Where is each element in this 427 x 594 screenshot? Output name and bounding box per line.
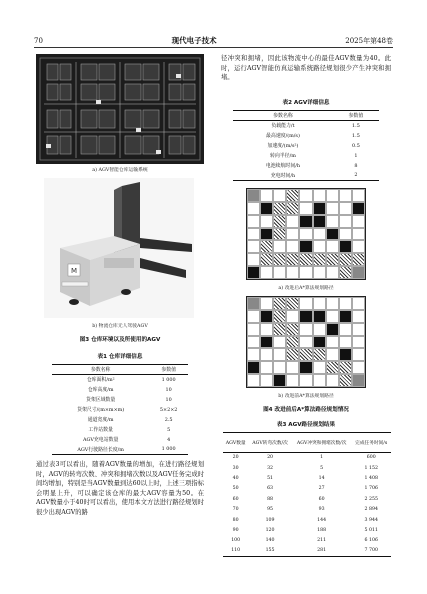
table1-cell: 4 (167, 436, 171, 443)
table3-cell: 88 (267, 496, 274, 502)
obstacle-cell (299, 240, 312, 253)
path-cell (273, 323, 286, 336)
path-cell (286, 348, 299, 361)
table1-cell: 通道宽度/m (87, 417, 114, 423)
table1-cell: 2.5 (164, 416, 173, 423)
grid-cell (326, 189, 339, 202)
table3-cell: 51 (267, 475, 274, 481)
table2-header: 参数名称 (273, 113, 293, 119)
table-row (52, 375, 188, 385)
grid-cell (247, 253, 260, 266)
table2-cell: 电池续航时间/h (265, 163, 301, 169)
improved-astar-path-grid (246, 188, 366, 280)
obstacle-cell (260, 310, 273, 323)
table3-cell: 40 (232, 475, 239, 481)
path-cell (260, 240, 273, 253)
table1-cell: AGV行驶路径长度/m (77, 446, 124, 453)
table2-header: 参数值 (348, 113, 364, 119)
path-cell (286, 336, 299, 349)
grid-cell (299, 189, 312, 202)
grid-cell (286, 310, 299, 323)
path-cell (339, 361, 352, 374)
grid-cell (326, 202, 339, 215)
grid-cell (326, 348, 339, 361)
table3-cell: 188 (317, 527, 327, 533)
obstacle-cell (247, 361, 260, 374)
grid-cell (260, 361, 273, 374)
obstacle-cell (313, 215, 326, 228)
grid-cell (273, 266, 286, 279)
path-cell (286, 253, 299, 266)
shelf-block (183, 64, 195, 80)
shelf-block (169, 136, 181, 154)
grid-cell (339, 202, 352, 215)
table1-cell: 工作站数量 (88, 427, 113, 433)
grid-cell (352, 348, 365, 361)
shelf-block (47, 64, 58, 80)
grid-cell (326, 336, 339, 349)
endpoint-cell (352, 266, 365, 279)
endpoint-cell (247, 297, 260, 310)
table3-cell: 14 (318, 475, 325, 481)
table3-cell: 20 (267, 455, 274, 461)
obstacle-cell (339, 348, 352, 361)
shelf-block (81, 84, 97, 100)
table3-cell: 60 (232, 496, 239, 502)
obstacle-cell (299, 361, 312, 374)
table3-cell: 144 (317, 517, 327, 523)
obstacle-cell (313, 336, 326, 349)
grid-cell (286, 361, 299, 374)
table2-cell: 1.5 (352, 132, 360, 139)
obstacle-cell (326, 323, 339, 336)
table3-cell: 100 (231, 538, 241, 544)
grid-cell (339, 189, 352, 202)
agv-photo-figure (44, 178, 194, 318)
grid-cell (260, 374, 273, 387)
grid-cell (352, 336, 365, 349)
table2-cell: 8 (354, 162, 358, 169)
grid-cell (313, 240, 326, 253)
table3-cell: 1 152 (364, 465, 378, 471)
shelf-block (60, 64, 71, 80)
table-row (233, 131, 379, 141)
path-cell (260, 253, 273, 266)
path-cell (299, 253, 312, 266)
shelf-block (99, 84, 115, 100)
obstacle-cell (352, 202, 365, 215)
table-row (52, 385, 188, 395)
shelf-block (60, 110, 71, 128)
grid-cell (286, 215, 299, 228)
table3-cell: 109 (265, 517, 275, 523)
table-row (52, 415, 188, 425)
table3-header: 完成任务时间/s (355, 440, 388, 446)
original-astar-path-grid (246, 296, 366, 388)
obstacle-cell (260, 336, 273, 349)
fig3-caption: 图3 仓库环境以及所使用的AGV (79, 337, 161, 343)
grid-cell (247, 202, 260, 215)
table-row (223, 484, 391, 494)
table2-title: 表2 AGV详细信息 (282, 100, 330, 106)
grid-cell (247, 348, 260, 361)
obstacle-cell (313, 202, 326, 215)
grid-cell (273, 348, 286, 361)
table1-cell: 10 (165, 396, 172, 403)
grid-cell (326, 240, 339, 253)
obstacle-cell (273, 374, 286, 387)
table3-cell: 5 (320, 465, 324, 471)
path-cell (273, 228, 286, 241)
grid-cell (299, 323, 312, 336)
table3-cell: 211 (317, 538, 327, 544)
shelf-block (81, 136, 97, 154)
grid-cell (313, 189, 326, 202)
page-number: 70 (34, 36, 43, 45)
shelf-block (60, 84, 71, 100)
table1-cell: 仓库高度/m (87, 387, 114, 393)
table-row (52, 425, 188, 435)
grid-cell (260, 189, 273, 202)
grid-cell (339, 336, 352, 349)
grid-cell (286, 228, 299, 241)
table3-cell: 2 894 (364, 507, 378, 513)
grid-cell (352, 189, 365, 202)
fig4b-caption: b) 改进前A*算法规划路径 (278, 394, 334, 399)
table3-cell: 110 (231, 548, 241, 554)
table3-cell: 2 255 (364, 496, 378, 502)
table2-cell: 负载能力/t (271, 123, 295, 130)
shelf-block (125, 136, 141, 154)
grid-cell (260, 323, 273, 336)
table1-title: 表1 仓库详细信息 (97, 354, 143, 360)
table3-header: AGV转弯次数/次 (252, 440, 288, 446)
table3-cell: 1 (320, 455, 324, 461)
obstacle-cell (247, 266, 260, 279)
fig3b-caption: b) 物流仓库无人驾驶AGV (92, 324, 148, 329)
path-cell (326, 361, 339, 374)
grid-cell (299, 297, 312, 310)
endpoint-cell (247, 189, 260, 202)
table3-cell: 95 (267, 507, 274, 513)
shelf-block (183, 136, 195, 154)
shelf-block (169, 84, 181, 100)
fig4-caption: 图4 改进前后A*算法路径规划情况 (263, 407, 349, 413)
path-cell (339, 374, 352, 387)
shelf-block (143, 110, 159, 128)
table1 (52, 364, 188, 455)
fig4a-caption: a) 改进后A*算法规划路径 (278, 286, 334, 291)
table2-cell: 0.5 (352, 142, 360, 149)
table3-cell: 281 (317, 548, 327, 554)
table1-header: 参数名称 (90, 367, 111, 373)
table3-cell: 63 (267, 486, 274, 492)
grid-cell (260, 297, 273, 310)
shelf-block (183, 84, 195, 100)
shelf-block (99, 110, 115, 128)
table2-cell: 2 (354, 172, 358, 179)
table1-cell: 1 000 (161, 446, 176, 453)
obstacle-cell (326, 228, 339, 241)
agv-vehicle-image (44, 178, 194, 318)
table3-cell: 1 408 (364, 475, 378, 481)
table-row (223, 546, 391, 556)
obstacle-cell (313, 310, 326, 323)
table3-cell: 120 (265, 527, 275, 533)
grid-cell (299, 374, 312, 387)
grid-cell (273, 336, 286, 349)
grid-cell (247, 323, 260, 336)
table3-cell: 60 (318, 496, 325, 502)
shelf-block (81, 64, 97, 80)
grid-cell (326, 310, 339, 323)
table-row (223, 473, 391, 483)
grid-cell (247, 336, 260, 349)
table2-cell: 1 (354, 152, 358, 159)
obstacle-cell (339, 310, 352, 323)
table3-cell: 5 011 (364, 527, 378, 533)
endpoint-cell (352, 374, 365, 387)
journal-title: 现代电子技术 (171, 36, 217, 45)
grid-cell (247, 228, 260, 241)
path-cell (273, 253, 286, 266)
shelf-block (60, 136, 71, 154)
shelf-block (143, 64, 159, 80)
warehouse-map-image (36, 54, 204, 164)
path-cell (273, 297, 286, 310)
table3-header: AGV冲突和拥堵次数/次 (296, 440, 347, 446)
body-paragraph-right: 径冲突和拥堵，因此该物流中心的最佳AGV数量为40。此时，运行AGV智能仿真运输系统路径规划很少产生冲突和拥堵。 (221, 55, 391, 82)
grid-cell (313, 297, 326, 310)
grid-cell (326, 215, 339, 228)
grid-cell (352, 240, 365, 253)
table1-header: 参数值 (161, 367, 176, 373)
table-row (233, 161, 379, 171)
table3-cell: 155 (265, 548, 275, 554)
table3-cell: 140 (265, 538, 275, 544)
table-row (223, 463, 391, 473)
shelf-block (125, 64, 141, 80)
table2-cell: 加速度/(m/s²) (267, 143, 299, 149)
grid-cell (260, 348, 273, 361)
table3-cell: 6 106 (364, 538, 378, 544)
table1-cell: 货架尺寸/(m×m×m) (77, 407, 125, 413)
table1-cell: 1 000 (161, 376, 176, 383)
table1-cell: 货架区域数量 (85, 397, 116, 403)
grid-cell (286, 374, 299, 387)
grid-cell (286, 266, 299, 279)
table3 (223, 432, 391, 557)
grid-cell (299, 228, 312, 241)
table1-cell: 5 (167, 426, 171, 433)
grid-cell (247, 215, 260, 228)
grid-cell (326, 374, 339, 387)
grid-cell (352, 323, 365, 336)
table-row (223, 453, 391, 463)
table-row (52, 445, 188, 455)
grid-cell (273, 240, 286, 253)
table2-cell: 最高速度/(m/s) (266, 133, 300, 139)
shelf-block (99, 64, 115, 80)
svg-text:M: M (70, 267, 78, 275)
grid-cell (299, 266, 312, 279)
path-cell (339, 266, 352, 279)
grid-cell (339, 215, 352, 228)
table3-cell: 50 (232, 486, 239, 492)
grid-cell (247, 240, 260, 253)
grid-cell (326, 297, 339, 310)
path-cell (339, 253, 352, 266)
table3-cell: 20 (232, 455, 239, 461)
grid-cell (339, 297, 352, 310)
path-cell (273, 310, 286, 323)
table3-cell: 80 (232, 517, 239, 523)
shelf-block (125, 110, 141, 128)
table2-cell: 转向半径/m (270, 153, 296, 159)
path-cell (299, 348, 312, 361)
table3-cell: 600 (366, 455, 376, 461)
table-row (223, 515, 391, 525)
table-row (52, 405, 188, 415)
warehouse-map-figure (36, 54, 204, 164)
table-row (223, 525, 391, 535)
grid-cell (339, 228, 352, 241)
path-cell (273, 202, 286, 215)
table-row (223, 494, 391, 504)
grid-cell (260, 215, 273, 228)
obstacle-cell (339, 240, 352, 253)
table2 (233, 110, 379, 181)
grid-cell (273, 189, 286, 202)
table3-cell: 27 (318, 486, 325, 492)
grid-cell (299, 202, 312, 215)
issue-label: 2025年第48卷 (345, 36, 393, 45)
grid-cell (313, 228, 326, 241)
grid-cell (313, 323, 326, 336)
table2-cell: 1.5 (352, 122, 360, 129)
grid-cell (352, 361, 365, 374)
path-cell (286, 189, 299, 202)
table3-cell: 70 (232, 507, 239, 513)
shelf-block (47, 84, 58, 100)
shelf-block (183, 110, 195, 128)
table3-cell: 7 700 (364, 548, 378, 554)
table-row (52, 395, 188, 405)
table-row (223, 536, 391, 546)
table-row (233, 121, 379, 131)
table-row (233, 171, 379, 181)
grid-cell (286, 240, 299, 253)
path-cell (352, 253, 365, 266)
table3-cell: 90 (232, 527, 239, 533)
table3-cell: 1 706 (364, 486, 378, 492)
table1-cell: 10 (165, 386, 172, 393)
obstacle-cell (299, 310, 312, 323)
path-cell (273, 215, 286, 228)
body-paragraph-left: 通过表3可以看出，随着AGV数量的增加，在进行路径规划时，AGV的转弯次数、冲突和拥堵次数以及AGV任务完成时间均增加，特别是当AGV数量到达60以上时，上述三项指标会明显上升，可以确定该仓库的最大AGV容量为50。在AGV数量小于40时可以看出，使用本文方法进行路径规划时很少出现AGV的路 (36, 461, 204, 516)
grid-cell (352, 228, 365, 241)
obstacle-cell (260, 202, 273, 215)
grid-cell (352, 297, 365, 310)
path-cell (313, 348, 326, 361)
grid-cell (273, 361, 286, 374)
grid-cell (313, 374, 326, 387)
obstacle-cell (260, 228, 273, 241)
table3-cell: 3 944 (364, 517, 378, 523)
table1-cell: 仓库面积/m² (86, 377, 115, 384)
table-row (233, 141, 379, 151)
shelf-block (99, 136, 115, 154)
page-header (34, 34, 393, 48)
obstacle-cell (299, 215, 312, 228)
grid-cell (352, 215, 365, 228)
shelf-block (47, 110, 58, 128)
grid-cell (313, 361, 326, 374)
grid-cell (339, 323, 352, 336)
fig3a-caption: a) AGV智能仓库运输系统 (92, 168, 148, 173)
grid-cell (299, 336, 312, 349)
shelf-block (143, 84, 159, 100)
table-row (233, 151, 379, 161)
path-cell (313, 253, 326, 266)
table3-header: AGV数量 (225, 440, 246, 446)
grid-cell (326, 266, 339, 279)
grid-cell (352, 310, 365, 323)
path-cell (286, 202, 299, 215)
table3-cell: 93 (318, 507, 325, 513)
table-row (223, 504, 391, 514)
path-cell (326, 253, 339, 266)
grid-cell (260, 266, 273, 279)
grid-cell (247, 374, 260, 387)
table-row (52, 435, 188, 445)
path-cell (286, 323, 299, 336)
table3-title: 表3 AGV路径规划结果 (276, 422, 336, 428)
shelf-block (81, 110, 97, 128)
table2-cell: 充电时间/h (270, 172, 296, 179)
path-cell (286, 297, 299, 310)
shelf-block (125, 84, 141, 100)
grid-cell (313, 266, 326, 279)
table1-cell: 5×2×2 (159, 406, 178, 413)
table3-cell: 30 (232, 465, 239, 471)
grid-cell (247, 310, 260, 323)
table3-cell: 32 (267, 465, 274, 471)
shelf-block (169, 110, 181, 128)
table1-cell: AGV充电站数量 (82, 437, 119, 443)
